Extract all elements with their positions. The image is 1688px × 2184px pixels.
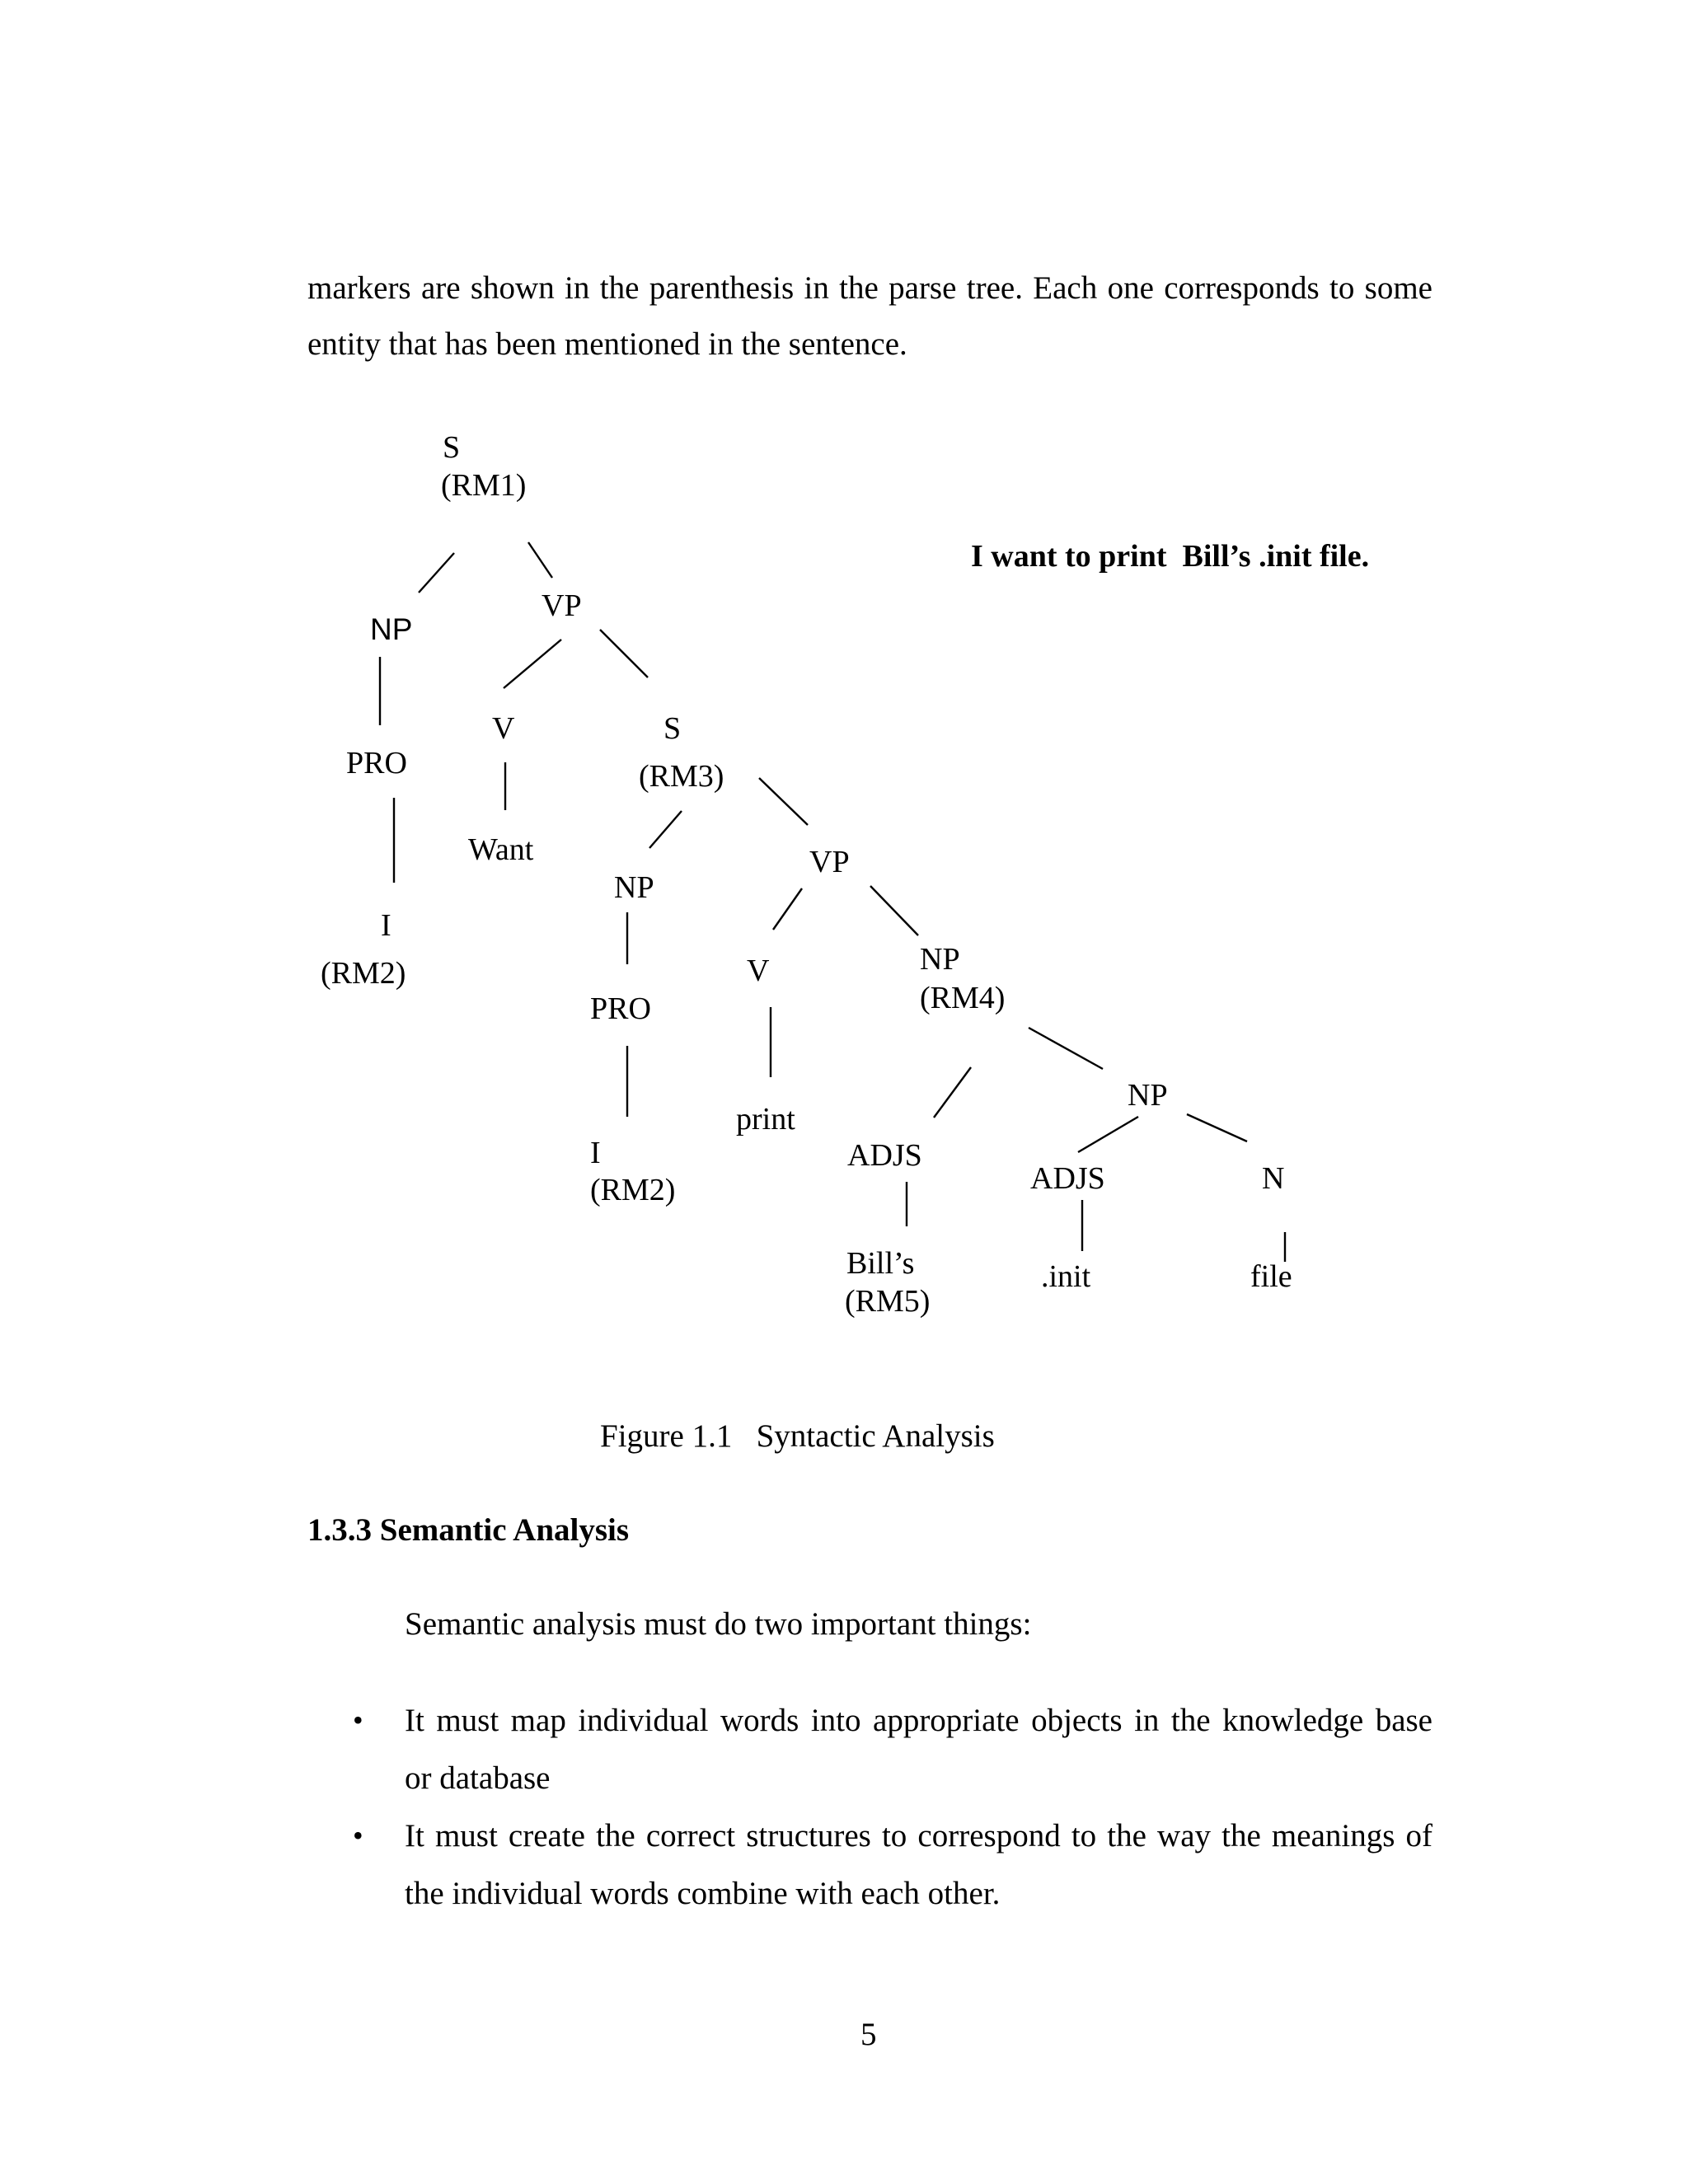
tree-edge (419, 553, 454, 593)
tree-node-print: print (736, 1102, 795, 1137)
paragraph-line: markers are shown in the parenthesis in the parse tree. Each one corresponds to some (307, 270, 1432, 306)
bullet-marker: • (353, 1704, 363, 1736)
tree-node-s-embedded: S (663, 711, 682, 746)
tree-node-np-subject: NP (370, 612, 413, 646)
tree-node-np-inner: NP (1128, 1078, 1168, 1113)
tree-edge (649, 811, 682, 848)
bullet-line: It must create the correct structures to correspond to the way the meanings of (405, 1818, 1432, 1854)
paragraph-line: entity that has been mentioned in the sentence. (307, 326, 907, 362)
tree-node-pro-subject: PRO (346, 746, 407, 780)
tree-node-np-object-marker: (RM4) (920, 981, 1006, 1015)
tree-node-want: Want (468, 832, 534, 867)
tree-node-v-print: V (747, 954, 770, 988)
tree-node-adjs-bills: ADJS (847, 1138, 922, 1173)
tree-edge (759, 778, 808, 825)
tree-node-adjs-init: ADJS (1030, 1161, 1105, 1196)
tree-node-bills: Bill’s (846, 1246, 915, 1281)
tree-node-s-embedded-marker: (RM3) (639, 759, 724, 794)
bullet-line: or database (405, 1760, 551, 1796)
bullet-item (405, 1807, 1432, 1923)
figure-caption: Figure 1.1 Syntactic Analysis (600, 1418, 995, 1454)
tree-node-i-subject: I (381, 908, 392, 943)
tree-node-i-embedded: I (590, 1136, 601, 1170)
tree-node-np-object: NP (920, 942, 960, 977)
tree-node-s-root-marker: (RM1) (441, 468, 527, 503)
tree-node-vp-main: VP (542, 588, 582, 623)
bullet-marker: • (353, 1819, 363, 1852)
tree-node-i-subject-marker: (RM2) (321, 956, 406, 991)
tree-edge (1078, 1117, 1138, 1152)
tree-node-pro-embedded: PRO (590, 991, 651, 1026)
tree-edge (1187, 1114, 1247, 1141)
tree-edge (1029, 1028, 1103, 1069)
bullet-line: It must map individual words into appropriate objects in the knowledge base (405, 1703, 1432, 1738)
tree-node-vp-embedded: VP (809, 845, 850, 879)
tree-node-np-embedded: NP (614, 870, 654, 905)
tree-node-init: .init (1041, 1259, 1091, 1294)
tree-edge (528, 542, 552, 578)
section-intro: Semantic analysis must do two important things: (405, 1606, 1032, 1642)
page-number: 5 (860, 2017, 877, 2052)
tree-edge (504, 640, 561, 688)
tree-edge (870, 886, 918, 935)
tree-edge (600, 630, 648, 677)
example-sentence: I want to print Bill’s .init file. (971, 539, 1370, 574)
bullet-line: the individual words combine with each other. (405, 1876, 1001, 1911)
bullet-item (405, 1692, 1432, 1807)
tree-node-bills-marker: (RM5) (845, 1284, 931, 1319)
tree-edge (773, 888, 802, 930)
tree-node-file: file (1250, 1259, 1292, 1294)
tree-node-v-want: V (492, 711, 515, 746)
tree-node-n-file: N (1262, 1161, 1285, 1196)
tree-node-i-embedded-marker: (RM2) (590, 1173, 676, 1207)
section-heading: 1.3.3 Semantic Analysis (307, 1512, 630, 1548)
tree-edge (934, 1067, 971, 1118)
tree-node-s-root: S (443, 430, 461, 465)
